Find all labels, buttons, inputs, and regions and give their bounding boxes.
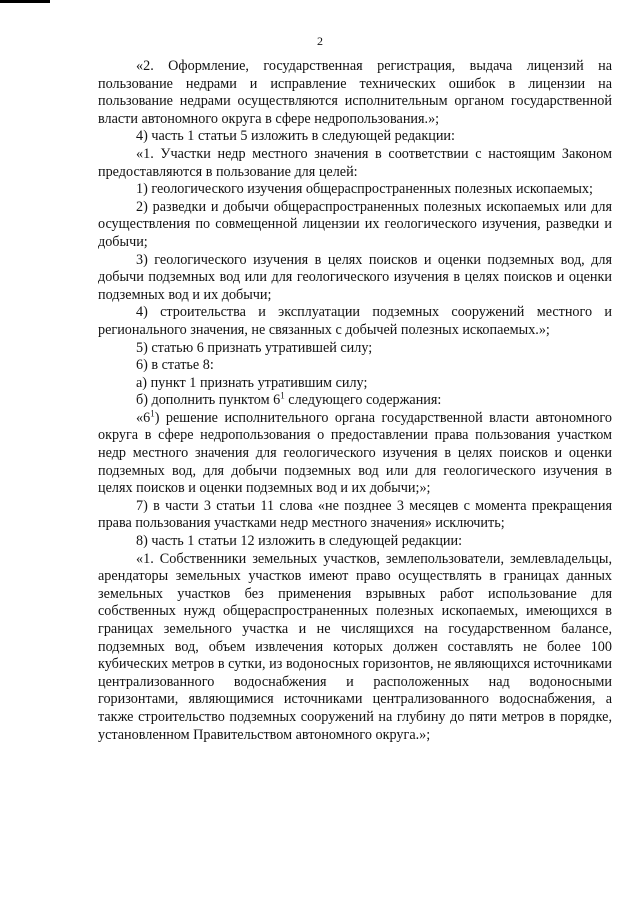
paragraph: 3) геологического изучения в целях поисков и оценки подземных вод, для добычи подземных вод или для геологического изучения в целях поисков и оценки подземных вод и их добычи; [98,251,612,303]
paragraph [98,410,612,498]
paragraph: 7) в части 3 статьи 11 слова «не позднее 3 месяцев с момента прекращения права пользования участками недр местного значения» исключить; [98,497,612,532]
paragraph: 6) в статье 8: [136,357,214,374]
paragraph-text: следующего содержания: [284,392,442,409]
paragraph: 4) часть 1 статьи 5 изложить в следующей редакции: [136,128,455,145]
paragraph: 4) строительства и эксплуатации подземных сооружений местного и регионального значения, не связанных с добычей полезных ископаемых.»; [98,304,612,338]
superscript: 1 [280,390,285,401]
paragraph: «2. Оформление, государственная регистрация, выдача лицензий на пользование недрами и исправление технических ошибок в лицензии на пользование недрами осуществляются исполнительным органом государственной власти автономного округа в сфере недропользования.»; [98,58,612,127]
paragraph-text: ) решение исполнительного органа государственной власти автономного округа в сфере недропользования о предоставлении права пользования участком недр местного значения для геологического изучения в целях поисков и оценки подземных вод, для добычи подземных вод или для геологического изучения в целях поисков и оценки подземных вод и их добычи;»; [98,409,612,497]
paragraph: «1. Собственники земельных участков, землепользователи, землевладельцы, арендаторы земельных участков имеют право осуществлять в границах данных земельных участков без применения взрывных работ использование для собственных нужд общераспространенных полезных ископаемых, имеющихся в границах земельного участка и не числящихся на государственном балансе, подземных вод, объем извлечения которых должен составлять не более 100 кубических метров в сутки, из водоносных горизонтов, не являющихся источниками централизованного водоснабжения и расположенных над водоносными горизонтами, являющимися источниками централизованного водоснабжения, а также строительство подземных сооружений на глубину до пяти метров в порядке, установленном Правительством автономного округа.»; [98,550,612,743]
corner-mark [0,0,50,3]
page-number: 2 [317,34,323,48]
paragraph: 8) часть 1 статьи 12 изложить в следующей редакции: [136,533,463,550]
document-body [98,58,612,744]
paragraph: 5) статью 6 признать утратившей силу; [136,339,373,356]
paragraph [98,392,612,410]
paragraph: 1) геологического изучения общераспространенных полезных ископаемых; [136,181,593,198]
paragraph-text: «6 [136,409,151,426]
paragraph: 2) разведки и добычи общераспространенных полезных ископаемых или для осуществления по совмещенной лицензии их геологического изучения, разведки и добычи; [98,198,612,250]
superscript: 1 [150,408,155,419]
paragraph-text: б) дополнить пунктом 6 [136,392,281,409]
paragraph: а) пункт 1 признать утратившим силу; [136,374,368,391]
paragraph: «1. Участки недр местного значения в соответствии с настоящим Законом предоставляются в пользование для целей: [98,145,612,180]
